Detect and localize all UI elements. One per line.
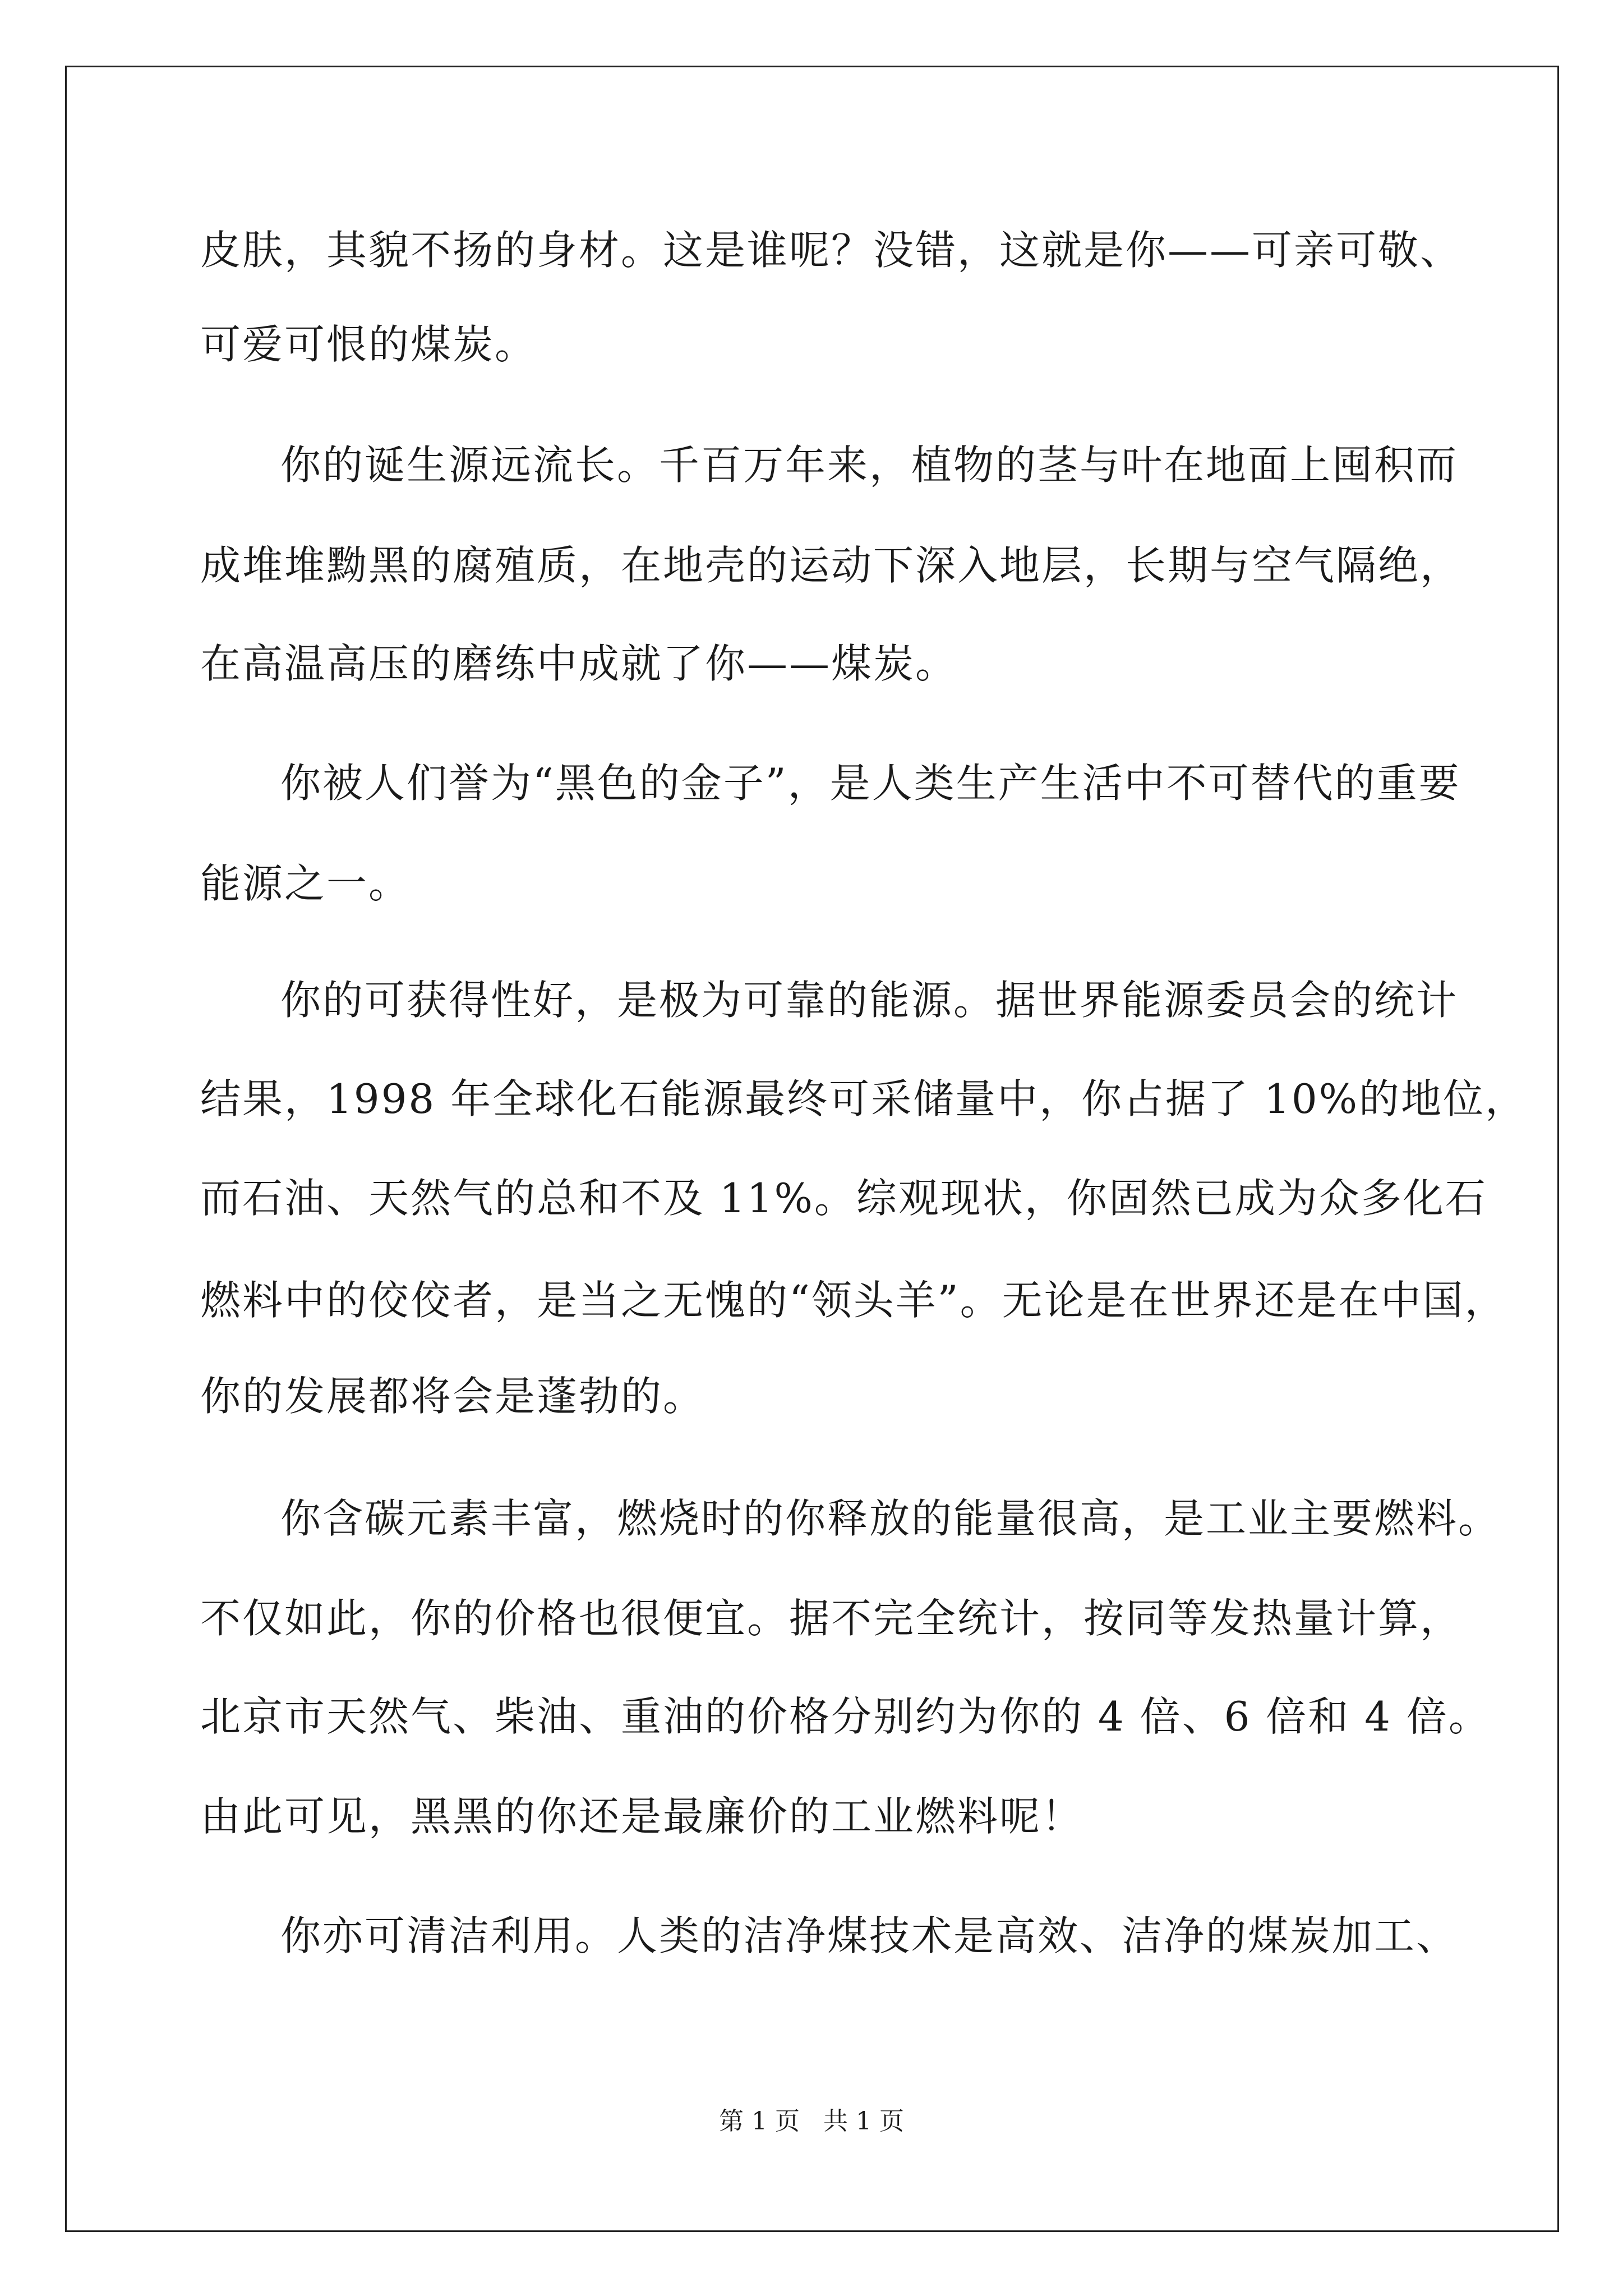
paragraph-start-line: 你含碳元素丰富，燃烧时的你释放的能量很高，是工业主要燃料。 [280, 1495, 1501, 1542]
text-line: 皮肤，其貌不扬的身材。这是谁呢？没错，这就是你——可亲可敬、 [200, 227, 1463, 274]
paragraph-start-line: 你被人们誉为“黑色的金子”，是人类生产生活中不可替代的重要 [280, 760, 1461, 807]
text-line: 北京市天然气、柴油、重油的价格分别约为你的 4 倍、6 倍和 4 倍。 [200, 1693, 1491, 1740]
text-line: 结果，1998 年全球化石能源最终可采储量中，你占据了 10%的地位， [200, 1075, 1528, 1122]
text-line: 可爱可恨的煤炭。 [200, 321, 537, 368]
page-footer: 第 1 页 共 1 页 [719, 2107, 904, 2136]
text-line: 燃料中的佼佼者，是当之无愧的“领头羊”。无论是在世界还是在中国， [200, 1277, 1507, 1324]
text-line: 在高温高压的磨练中成就了你——煤炭。 [200, 640, 958, 687]
text-line: 由此可见，黑黑的你还是最廉价的工业燃料呢！ [200, 1793, 1084, 1840]
page-border [65, 66, 1559, 2232]
text-line: 能源之一。 [200, 860, 411, 907]
text-line: 成堆堆黝黑的腐殖质，在地壳的运动下深入地层，长期与空气隔绝， [200, 542, 1463, 589]
text-line: 而石油、天然气的总和不及 11%。综观现状，你固然已成为众多化石 [200, 1175, 1487, 1222]
paragraph-start-line: 你亦可清洁利用。人类的洁净煤技术是高效、洁净的煤炭加工、 [280, 1912, 1459, 1959]
text-line: 不仅如此，你的价格也很便宜。据不完全统计，按同等发热量计算， [200, 1595, 1463, 1642]
text-line: 你的发展都将会是蓬勃的。 [200, 1373, 706, 1420]
paragraph-start-line: 你的诞生源远流长。千百万年来，植物的茎与叶在地面上囤积而 [280, 441, 1459, 489]
paragraph-start-line: 你的可获得性好，是极为可靠的能源。据世界能源委员会的统计 [280, 977, 1459, 1024]
